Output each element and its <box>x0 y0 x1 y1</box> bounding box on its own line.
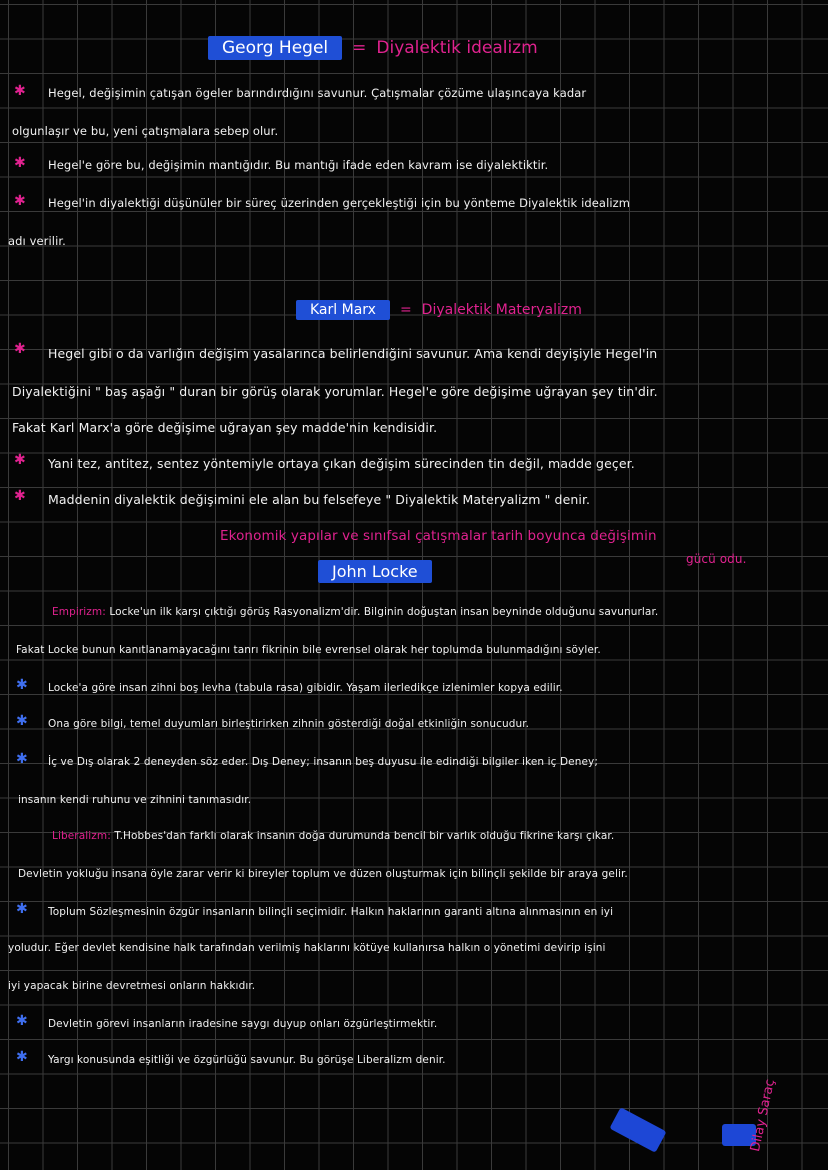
equals-sign: = <box>399 302 412 318</box>
hegel-line-2: olgunlaşır ve bu, yeni çatışmalara sebep olur. <box>12 124 279 138</box>
locke-line-4: Ona göre bilgi, temel duyumları birleştirirken zihnin gösterdiği doğal etkinliğin sonucudur. <box>48 718 530 730</box>
marx-line-4: Yani tez, antitez, sentez yöntemiyle ortaya çıkan değişim sürecinden tin değil, madde geçer. <box>48 456 635 471</box>
marx-line-2: Diyalektiğini " baş aşağı " duran bir görüş olarak yorumlar. Hegel'e göre değişime uğrayan şey tin'dir. <box>12 384 658 399</box>
locke-line-6: insanın kendi ruhunu ve zihnini tanımasıdır. <box>18 794 252 806</box>
locke-line-13: Yargı konusunda eşitliği ve özgürlüğü savunur. Bu görüşe Liberalizm denir. <box>48 1054 446 1066</box>
locke-title: John Locke <box>318 560 432 583</box>
locke-line-12: Devletin görevi insanların iradesine saygı duyup onları özgürleştirmektir. <box>48 1018 438 1030</box>
bullet-star-icon: ✱ <box>16 1013 28 1029</box>
marx-heading <box>296 302 582 318</box>
bullet-star-icon: ✱ <box>16 713 28 729</box>
locke-line-1-text: Locke'un ilk karşı çıktığı görüş Rasyonalizm'dir. Bilginin doğuştan insan beyninde olduğunu savunurlar. <box>109 606 659 618</box>
tape-decoration <box>609 1107 666 1153</box>
bullet-star-icon: ✱ <box>14 341 26 357</box>
marx-line-5: Maddenin diyalektik değişimini ele alan bu felsefeye " Diyalektik Materyalizm " denir. <box>48 492 591 507</box>
bullet-star-icon: ✱ <box>16 1049 28 1065</box>
bullet-star-icon: ✱ <box>14 193 26 209</box>
locke-line-1 <box>52 606 658 618</box>
hegel-line-3: Hegel'e göre bu, değişimin mantığıdır. Bu mantığı ifade eden kavram ise diyalektiktir. <box>48 158 549 172</box>
marx-note-line-2: gücü odu. <box>686 552 747 566</box>
bullet-star-icon: ✱ <box>16 901 28 917</box>
locke-line-11: iyi yapacak birine devretmesi onların hakkıdır. <box>8 980 256 992</box>
marx-line-1: Hegel gibi o da varlığın değişim yasalarınca belirlendiğini savunur. Ama kendi deyişiyle Hegel'in <box>48 346 658 361</box>
bullet-star-icon: ✱ <box>16 751 28 767</box>
equals-sign: = <box>352 38 367 58</box>
hegel-heading <box>208 38 538 58</box>
empirizm-label: Empirizm: <box>52 606 106 618</box>
hegel-line-1: Hegel, değişimin çatışan ögeler barındırdığını savunur. Çatışmalar çözüme ulaşıncaya kadar <box>48 86 587 100</box>
hegel-line-5: adı verilir. <box>8 234 66 248</box>
marx-note-line-1: Ekonomik yapılar ve sınıfsal çatışmalar tarih boyunca değişimin <box>220 528 657 544</box>
liberalizm-label: Liberalizm: <box>52 830 111 842</box>
marx-line-3: Fakat Karl Marx'a göre değişime uğrayan şey madde'nin kendisidir. <box>12 420 438 435</box>
locke-heading <box>318 562 432 581</box>
marx-title: Karl Marx <box>296 300 390 320</box>
marx-subtitle: Diyalektik Materyalizm <box>421 302 582 318</box>
locke-line-7-text: T.Hobbes'dan farklı olarak insanın doğa durumunda bencil bir varlık olduğu fikrine karşı çıkar. <box>114 830 615 842</box>
locke-line-8: Devletin yokluğu insana öyle zarar verir ki bireyler toplum ve düzen oluşturmak için bilinçli şekilde bir araya gelir. <box>18 868 628 880</box>
hegel-subtitle: Diyalektik idealizm <box>376 38 538 58</box>
locke-line-10: yoludur. Eğer devlet kendisine halk tarafından verilmiş haklarını kötüye kullanırsa halkın o yönetimi devirip işini <box>8 942 606 954</box>
locke-line-9: Toplum Sözleşmesinin özgür insanların bilinçli seçimidir. Halkın haklarının garanti altına alınmasının en iyi <box>48 906 614 918</box>
locke-line-3: Locke'a göre insan zihni boş levha (tabula rasa) gibidir. Yaşam ilerledikçe izlenimler kopya edilir. <box>48 682 563 694</box>
bullet-star-icon: ✱ <box>16 677 28 693</box>
signature: Dilay Saraç <box>748 1077 778 1154</box>
locke-line-2: Fakat Locke bunun kanıtlanamayacağını tanrı fikrinin bile evrensel olarak her toplumda bulunmadığını söyler. <box>16 644 601 656</box>
hegel-title: Georg Hegel <box>208 36 342 60</box>
locke-line-5: İç ve Dış olarak 2 deneyden söz eder. Dış Deney; insanın beş duyusu ile edindiği bilgiler iken iç Deney; <box>48 756 598 768</box>
locke-line-7 <box>52 830 614 842</box>
hegel-line-4: Hegel'in diyalektiği düşünüler bir süreç üzerinden gerçekleştiği için bu yönteme Diyalektik idealizm <box>48 196 631 210</box>
bullet-star-icon: ✱ <box>14 155 26 171</box>
bullet-star-icon: ✱ <box>14 488 26 504</box>
bullet-star-icon: ✱ <box>14 83 26 99</box>
bullet-star-icon: ✱ <box>14 452 26 468</box>
